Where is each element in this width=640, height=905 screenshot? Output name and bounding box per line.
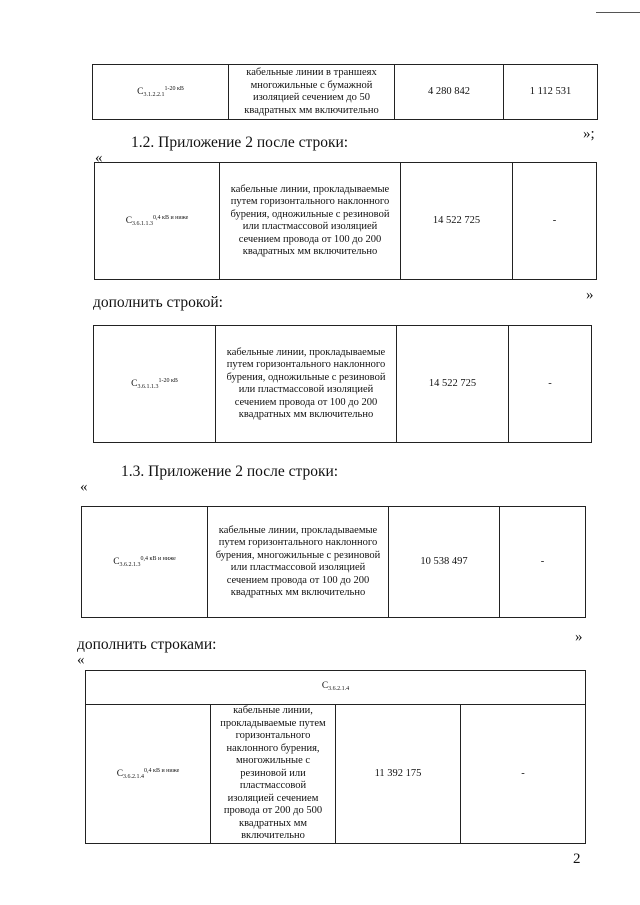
add-rows-text: дополнить строками: <box>77 636 217 653</box>
row-value-2: 1 112 531 <box>504 65 598 120</box>
table-row-1-3-before <box>81 506 586 618</box>
closing-quote: »; <box>583 126 595 142</box>
section-1-2-heading: 1.2. Приложение 2 после строки: <box>131 134 349 151</box>
table-rows-1-3-new <box>85 670 586 844</box>
close-quote: » <box>575 629 583 645</box>
row-description: кабельные линии, прокладываемые путем горизонтального наклонного бурения, одножильные с резиновой или пластмассовой изоляцией сечением провода от 100 до 200 квадратных мм включительно <box>216 326 397 443</box>
row-value-1: 11 392 175 <box>336 705 461 844</box>
table-row-1-2-before <box>94 162 597 280</box>
row-value-2: - <box>509 326 592 443</box>
row-description: кабельные линии, прокладываемые путем горизонтального наклонного бурения, многожильные с резиновой или пластмассовой изоляцией сечением провода от 100 до 200 квадратных мм включительно <box>208 507 389 618</box>
row-description: кабельные линии в траншеях многожильные с бумажной изоляцией сечением до 50 квадратных мм включительно <box>229 65 395 120</box>
row-value-1: 14 522 725 <box>401 163 513 280</box>
page-corner-mark <box>596 0 640 13</box>
row-description: кабельные линии, прокладываемые путем горизонтального наклонного бурения, многожильные с резиновой или пластмассовой изоляцией сечением провода от 200 до 500 квадратных мм включительно <box>211 705 336 844</box>
add-row-text: дополнить строкой: <box>93 294 223 311</box>
table-row-1-2-new <box>93 325 592 443</box>
row-value-2: - <box>513 163 597 280</box>
row-value-1: 14 522 725 <box>397 326 509 443</box>
row-value-2: - <box>500 507 586 618</box>
row-value-1: 4 280 842 <box>395 65 504 120</box>
row-description: кабельные линии, прокладываемые путем горизонтального наклонного бурения, одножильные с резиновой или пластмассовой изоляцией сечением провода от 100 до 200 квадратных мм включительно <box>220 163 401 280</box>
row-code: $C_{3.6.2.1.4}^{0,4 кВ и ниже}$ <box>86 705 211 844</box>
row-value-1: 10 538 497 <box>389 507 500 618</box>
row-value-2: - <box>461 705 586 844</box>
row-code: $C_{3.6.1.1.3}^{0,4 кВ и ниже}$ <box>95 163 220 280</box>
open-quote: « <box>80 479 88 495</box>
section-1-3-heading: 1.3. Приложение 2 после строки: <box>121 463 339 480</box>
close-quote: » <box>586 287 594 303</box>
row-code: $C_{3.1.2.2.1}^{1-20 кВ}$ <box>93 65 229 120</box>
group-header-code: $C_{3.6.2.1.4}$ <box>86 671 586 705</box>
row-code: $C_{3.6.1.1.3}^{1-20 кВ}$ <box>94 326 216 443</box>
open-quote: « <box>77 652 85 668</box>
row-code: $C_{3.6.2.1.3}^{0,4 кВ и ниже}$ <box>82 507 208 618</box>
page-number: 2 <box>573 851 581 867</box>
table-row-top <box>92 64 598 120</box>
open-quote: « <box>95 150 103 166</box>
